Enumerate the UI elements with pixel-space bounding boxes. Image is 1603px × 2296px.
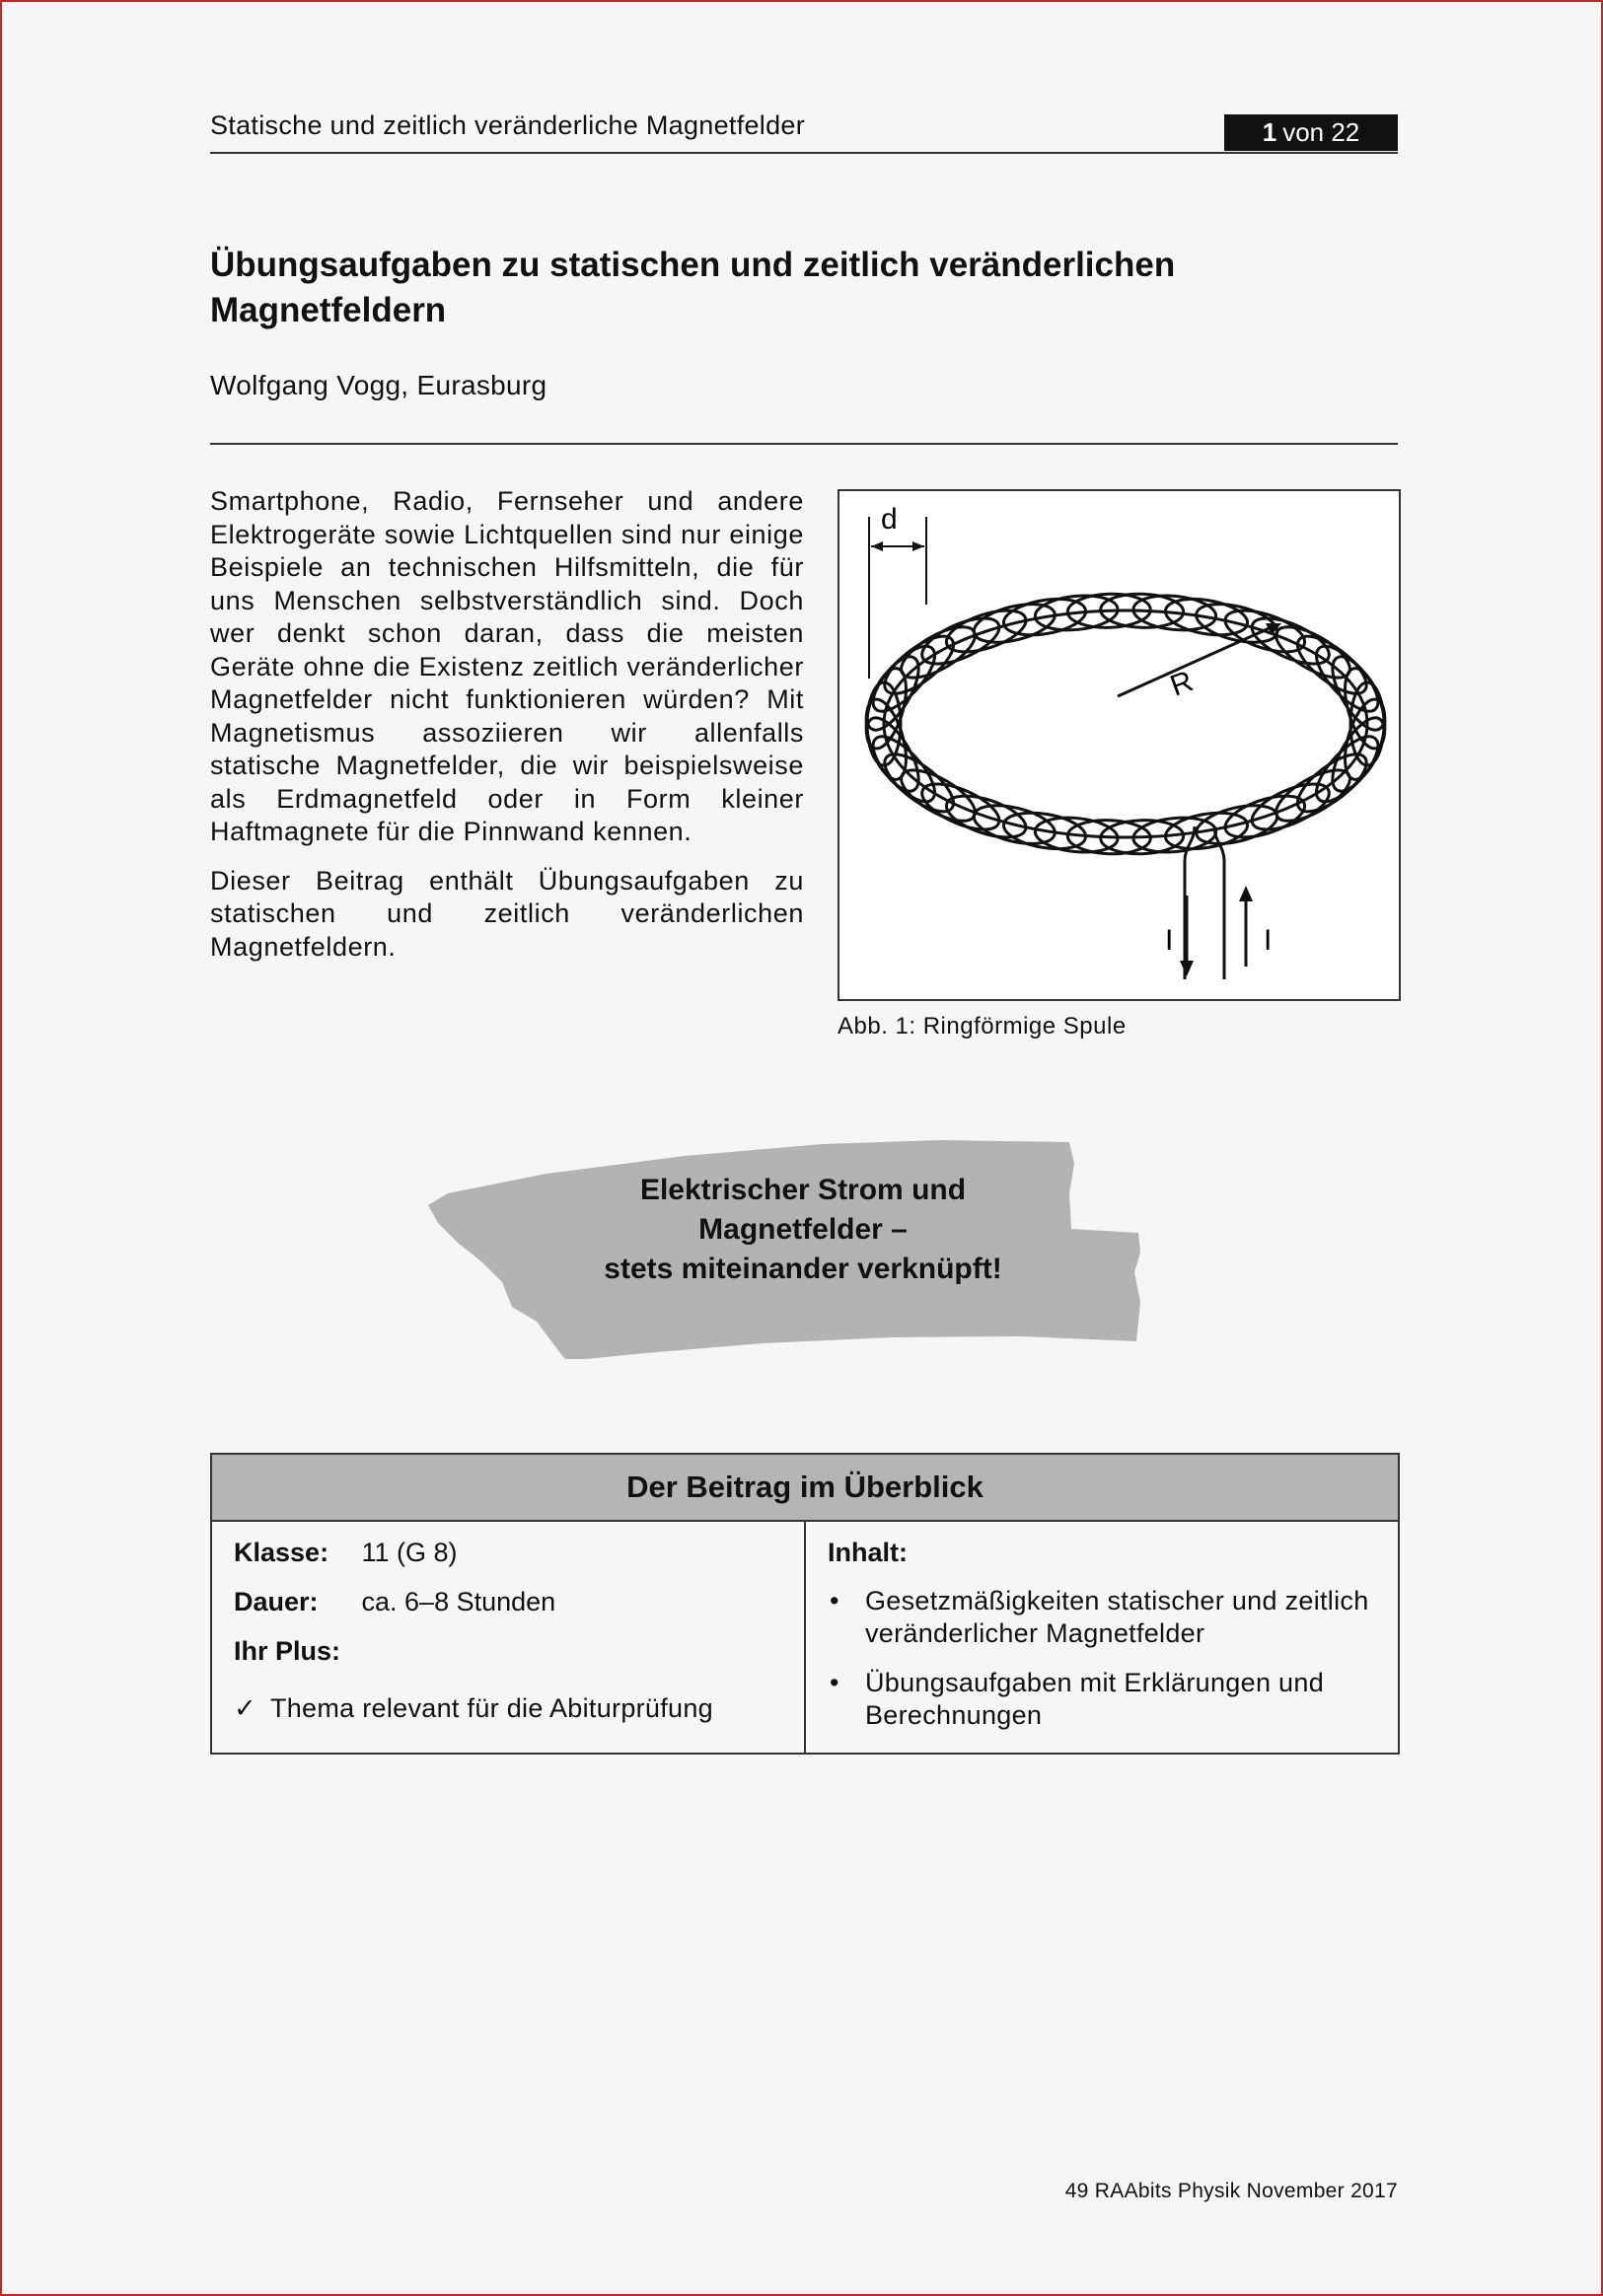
plus-label: Ihr Plus: (234, 1636, 341, 1666)
inhalt-list (828, 1585, 1390, 1749)
lead-wire-right (1214, 826, 1224, 979)
banner-line-2: Magnetfelder – (698, 1213, 908, 1246)
label-R: R (1166, 665, 1198, 703)
title-line-1: Übungsaufgaben zu statischen und zeitlich veränderlichen (210, 246, 1176, 284)
checkmark-icon: ✓ (234, 1693, 256, 1723)
label-current-left: I (1165, 924, 1174, 957)
inhalt-item (828, 1585, 1390, 1650)
inhalt-label: Inhalt: (828, 1538, 908, 1567)
page-number: 1 (1262, 117, 1277, 147)
divider (210, 443, 1398, 445)
overview-heading: Der Beitrag im Überblick (212, 1455, 1398, 1522)
plus-item-text: Thema relevant für die Abiturprüfung (269, 1693, 713, 1723)
label-d: d (881, 503, 898, 536)
running-header (210, 110, 1398, 154)
toroid-coil-illustration (839, 491, 1399, 999)
header-title: Statische und zeitlich veränderliche Magnetfelder (210, 110, 806, 140)
label-current-right: I (1264, 924, 1273, 957)
banner-text (428, 1171, 1178, 1289)
inhalt-item-text: Gesetzmäßigkeiten statischer und zeitlich veränderlicher Magnetfelder (865, 1586, 1369, 1648)
radius-line (1118, 626, 1274, 696)
article-title (210, 243, 1394, 333)
dauer-value: ca. 6–8 Stunden (361, 1587, 556, 1616)
dauer-label: Dauer: (234, 1587, 319, 1616)
bullet-icon: • (830, 1586, 839, 1615)
intro-paragraph-1: Smartphone, Radio, Fernseher und andere Elektrogeräte sowie Lichtquellen sind nur einige Beispiele an technischen Hilfsmitteln, die für uns Menschen selbstverständlich sind. Doch wer denkt schon daran, dass die meisten Geräte ohne die Existenz zeitlich veränderlicher Magnetfelder nicht funktionieren würden? Mit Magnetismus assoziieren wir allenfalls statische Magnetfelder, die wir beispielsweise als Erdmagnetfeld oder in Form kleiner Haftmagnete für die Pinnwand kennen. (210, 486, 804, 846)
title-line-2: Magnetfeldern (210, 291, 447, 329)
arrow-head-down (1180, 961, 1194, 976)
inhalt-item (828, 1667, 1390, 1732)
intro-paragraph-2: Dieser Beitrag enthält Übungsaufgaben zu statischen und zeitlich veränderlichen Magnetfeldern. (210, 865, 804, 962)
coil-core-ring (884, 610, 1367, 837)
figure-ring-coil (838, 489, 1401, 1001)
intro-text (210, 485, 804, 979)
overview-left-column (212, 1522, 806, 1753)
plus-row (234, 1636, 354, 1667)
dauer-row (234, 1587, 555, 1617)
klasse-row (234, 1538, 458, 1568)
bullet-icon: • (830, 1668, 839, 1697)
inhalt-item-text: Übungsaufgaben mit Erklärungen und Berechnungen (865, 1668, 1325, 1730)
overview-right-column (806, 1522, 1398, 1753)
dim-arrowhead-right (912, 541, 924, 551)
author-line: Wolfgang Vogg, Eurasburg (210, 370, 547, 400)
figure-caption: Abb. 1: Ringförmige Spule (838, 1013, 1127, 1040)
page-indicator (1224, 114, 1398, 151)
arrow-head-up (1239, 886, 1253, 901)
klasse-label: Klasse: (234, 1538, 329, 1567)
klasse-value: 11 (G 8) (361, 1538, 458, 1567)
plus-item (234, 1693, 713, 1724)
page-total: von 22 (1282, 117, 1360, 147)
page-footer: 49 RAAbits Physik November 2017 (1064, 2180, 1398, 2202)
banner-line-3: stets miteinander verknüpft! (604, 1253, 1002, 1285)
banner-line-1: Elektrischer Strom und (639, 1174, 967, 1206)
overview-box (210, 1453, 1400, 1755)
dim-arrowhead-left (871, 541, 883, 551)
